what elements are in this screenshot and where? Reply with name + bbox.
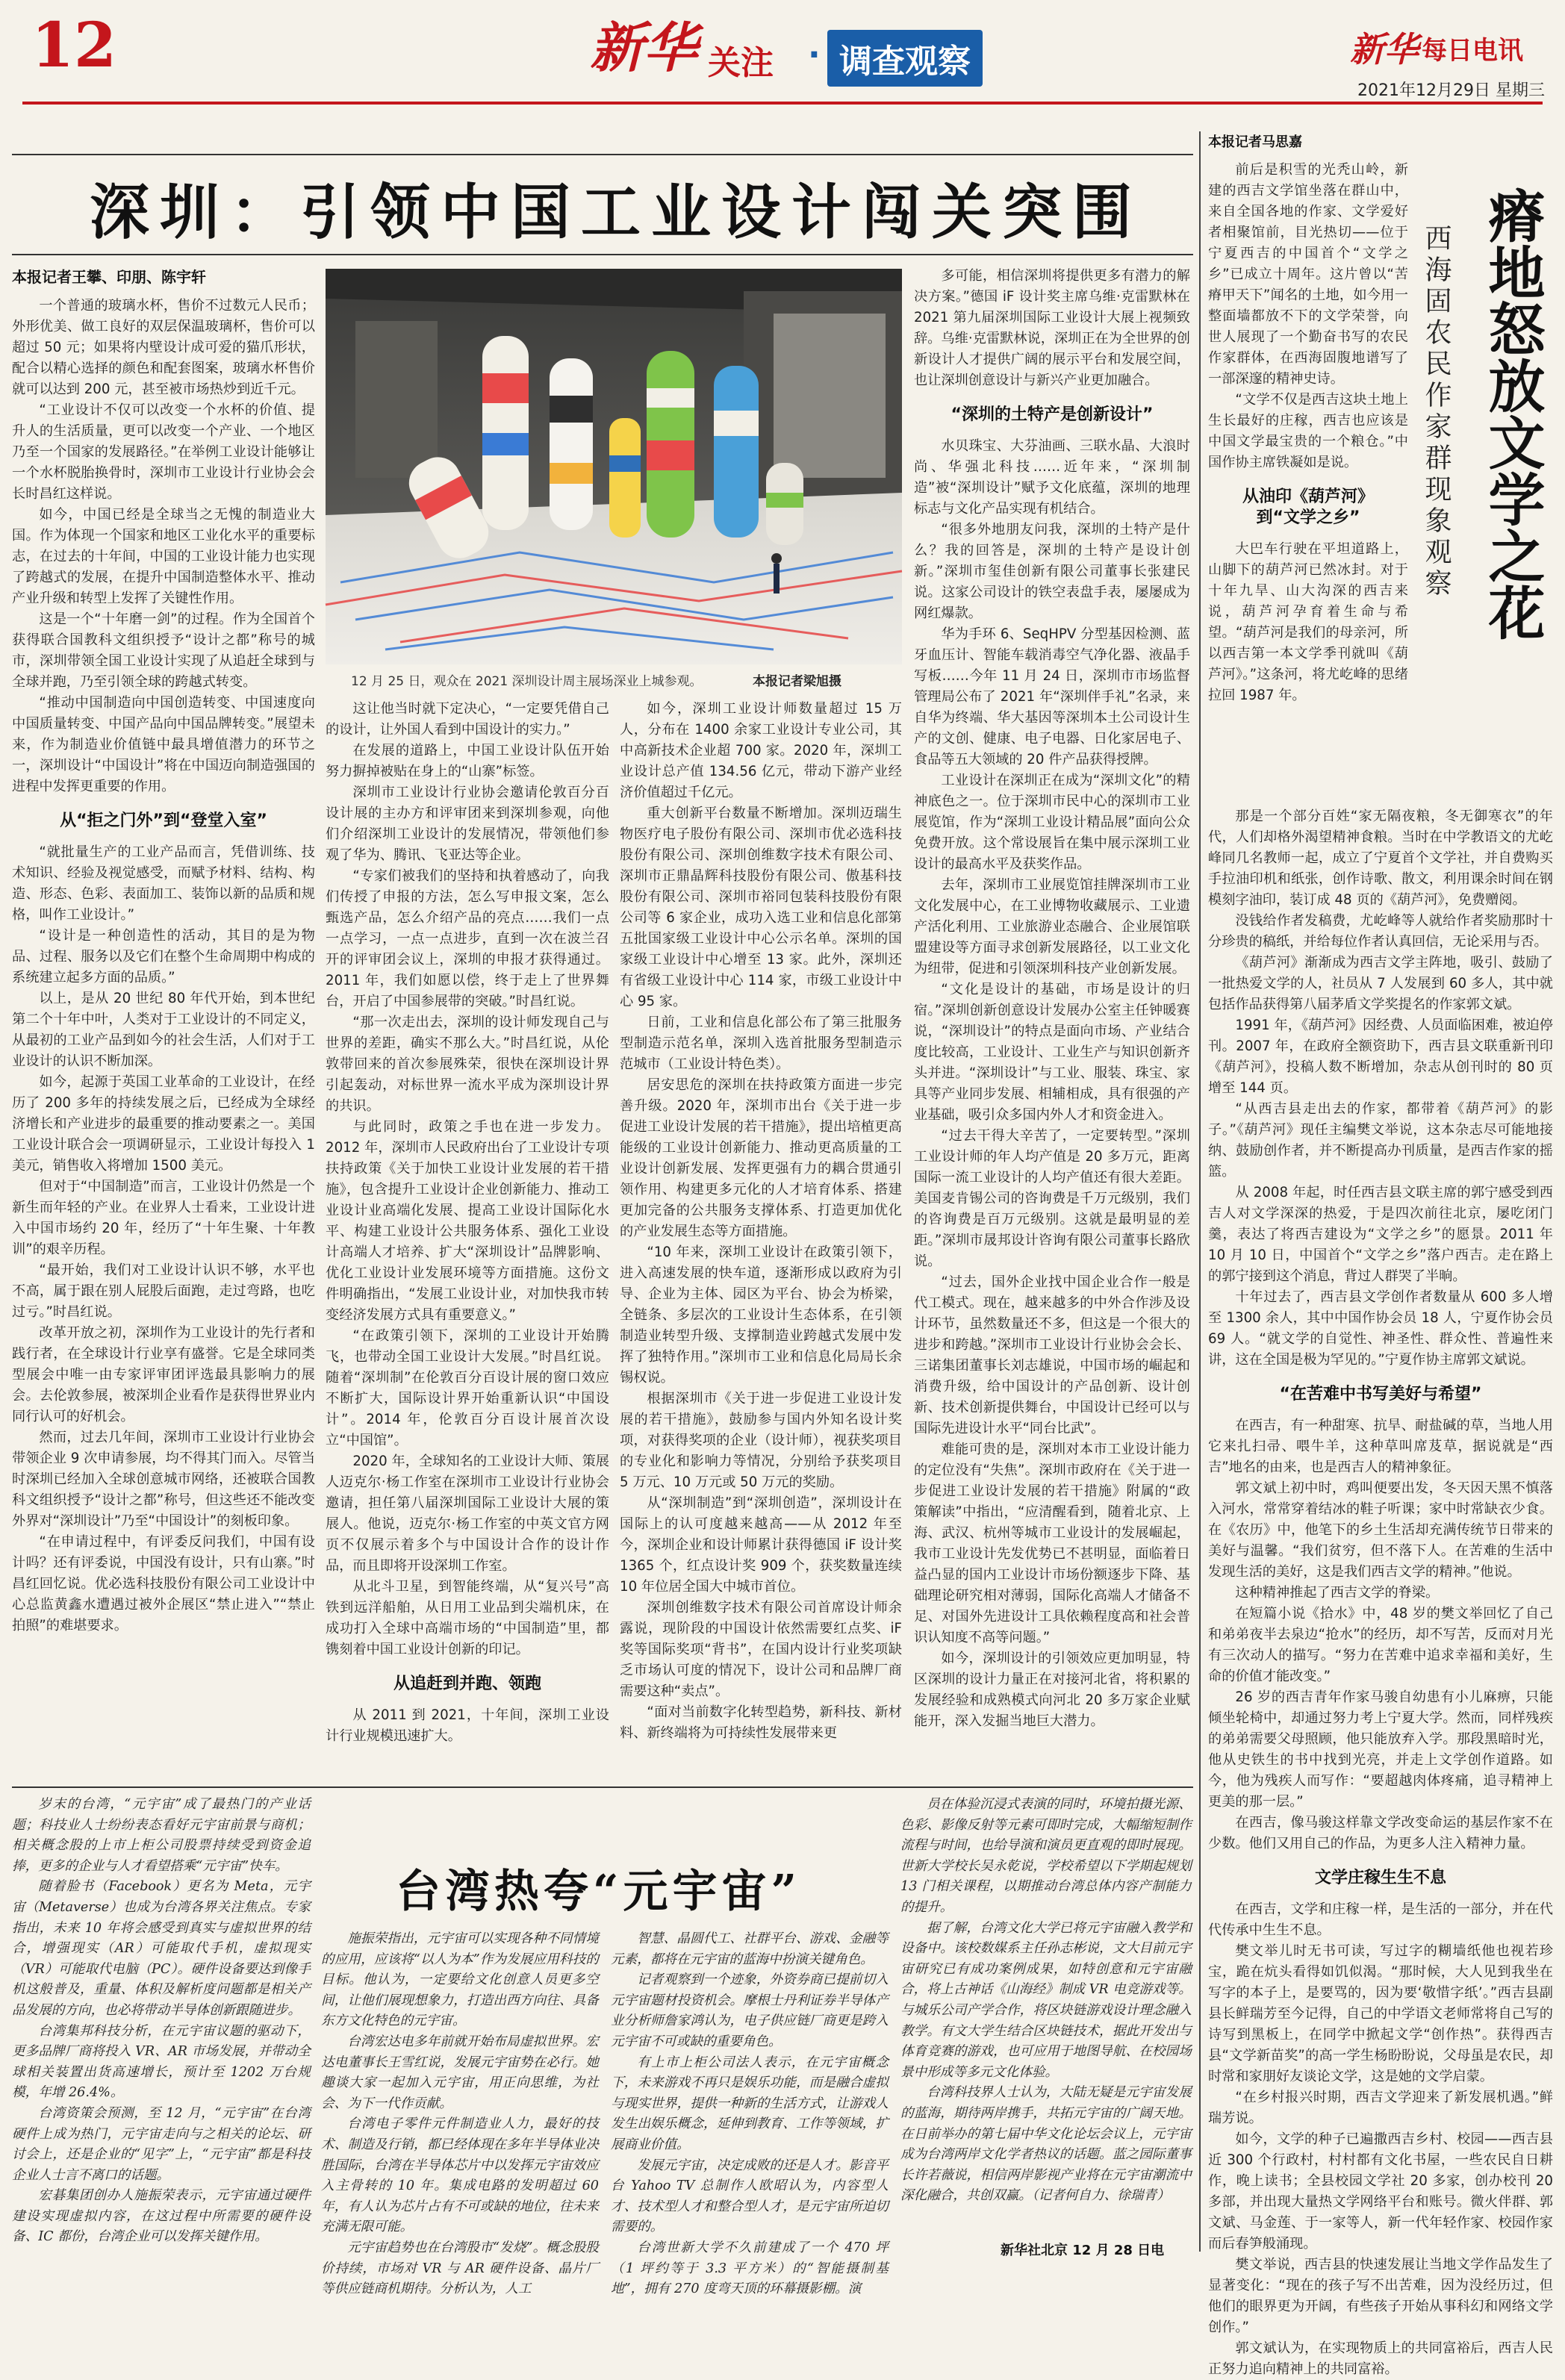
paragraph: 台湾科技界人士认为，大陆无疑是元宇宙发展的蓝海，期待两岸携手，共拓元宇宙的广阔天地。在日前举办的第七届中华文化论坛会议上，元宇宙成为台湾两岸文化学者热议的话题。蓝之园际董事长许若薇说，相信两岸影视产业将在元宇宙潮流中深化融合，共创双赢。（记者何自力、徐瑞青） <box>900 2085 1192 2204</box>
paragraph: 日前，工业和信息化部公布了第三批服务型制造示范名单，深圳入选首批服务型制造示范城市（工业设计特色类）。 <box>620 1015 902 1072</box>
paragraph: “专家们被我们的坚持和执着感动了，向我们传授了申报的方法，怎么写申报文案，怎么甄选产品，怎么介绍产品的亮点……我们一点一点学习，一点一点进步，直到一次在波兰召开的评审团会议上，深圳的申报才获得通过。2011 年，我们如愿以偿，终于走上了世界舞台，开启了中国参展带的突破。”时昌红说。 <box>326 868 609 1009</box>
paragraph: “过去，国外企业找中国企业合作一般是代工模式。现在，越来越多的中外合作涉及设计环节，虽然数量还不多，但这是一个很大的进步和跨越。”深圳市工业设计行业协会会长、三诺集团董事长刘志雄说，中国市场的崛起和消费升级，给中国设计的产品创新、设计创新、技术创新提供舞台，中国设计已经可以与国际先进设计水平“同台比武”。 <box>914 1274 1190 1436</box>
paragraph: 从“深圳制造”到“深圳创造”，深圳设计在国际上的认可度越来越高——从 2012 年至今，深圳企业和设计师累计获得德国 iF 设计奖 1365 个，红点设计奖 909 个，获奖数量连续 10 年位居全国大中城市首位。 <box>620 1495 902 1595</box>
masthead-rule <box>22 102 1543 105</box>
paragraph: 记者观察到一个迹象，外资券商已提前切入元宇宙题材投资机会。摩根士丹利证券半导体产业分析师詹家鸿认为，电子供应链厂商更是跨入元宇宙不可或缺的重要角色。 <box>611 1972 889 2049</box>
taiwan-article-title: 台湾热夸“元宇宙” <box>396 1866 802 1918</box>
taiwan-col-3 <box>611 1929 889 2297</box>
taiwan-col-1 <box>12 1795 311 2245</box>
photo-caption: 12 月 25 日，观众在 2021 深圳设计周主展场深业上城参观。 <box>351 674 703 689</box>
column-divider <box>1199 131 1201 2252</box>
paragraph: 2020 年，全球知名的工业设计大师、策展人迈克尔·杨工作室在深圳市工业设计行业协会邀请，担任第八届深圳国际工业设计大展的策展人。他说，迈克尔·杨工作室的中英文官方网页不仅展示着多个与中国设计合作的设计作品，而且即将开设深圳工作室。 <box>326 1454 609 1574</box>
title-rule-bottom <box>12 254 1193 255</box>
paragraph: 《葫芦河》渐渐成为西吉文学主阵地，吸引、鼓励了一批热爱文学的人，社员从 7 人发展到 60 多人，其中就包括作品获得第八届茅盾文学奖提名的作家郭文斌。 <box>1208 955 1553 1012</box>
daily-name: 每日电讯 <box>1422 36 1523 66</box>
paragraph: 台湾资策会预测，至 12 月，“元宇宙”在台湾硬件上成为热门，元宇宙走向与之相关的论坛、研讨会上，还是企业的“见字”上，“元宇宙”都是科技企业人士言不离口的话题。 <box>12 2105 311 2183</box>
paragraph: 台湾宏达电多年前就开始布局虚拟世界。宏达电董事长王雪红说，发展元宇宙势在必行。她趣谈大家一起加入元宇宙，用正向思维，为社会、为下一代作贡献。 <box>321 2034 599 2111</box>
paragraph: 这种精神推起了西吉文学的脊梁。 <box>1235 1585 1440 1601</box>
paragraph: 施振荣指出，元宇宙可以实现各种不同情境的应用，应该将“以人为本”作为发展应用科技的目标。他认为，一定要给文化创意人员更多空间，让他们展现想象力，打造出西方向往、具备东方文化特色的元宇宙。 <box>321 1931 599 2029</box>
paragraph: “工业设计不仅可以改变一个水杯的价值、提升人的生活质量，更可以改变一个产业、一个地区乃至一个国家的发展路径。”在举例工业设计能够让一个水杯脱胎换骨时，深圳市工业设计行业协会会长时昌红这样说。 <box>12 402 315 502</box>
paragraph: 台湾电子零件元件制造业人力，最好的技术、制造及行销，都已经体现在多年半导体业决胜国际，台湾在半导体芯片中以发挥元宇宙效应入主骨转的 10 年。集成电路的发明超过 60 年，有人认为芯片占有不可或缺的地位，往未来充满无限可能。 <box>321 2116 599 2235</box>
paragraph: 发展元宇宙，决定成败的还是人才。影音平台 Yahoo TV 总制作人欧昭认为，内容型人才、技术型人才和整合型人才，是元宇宙所迫切需要的。 <box>611 2158 889 2235</box>
exhibition-photo <box>326 269 902 664</box>
paragraph: 以上，是从 20 世纪 80 年代开始，到本世纪第二个十年中叶，人类对于工业设计的不同定义，从最初的工业产品到如今的社会生活，人们对于工业设计的认识不断加深。 <box>12 991 315 1069</box>
paragraph: “过去干得大辛苦了，一定要转型。”深圳工业设计师的年人均产值是 20 多万元，距离国际一流工业设计的人均产值还有很大差距。美国麦肯锡公司的咨询费是千万元级别，我们的咨询费是百万元级别。这就是最明显的差距。”深圳市晟邦设计咨询有限公司董事长路欣说。 <box>914 1128 1190 1269</box>
paragraph: 在发展的道路上，中国工业设计队伍开始努力摒掉被贴在身上的“山寨”标签。 <box>326 743 609 779</box>
paragraph: 前后是积雪的光秃山岭，新建的西吉文学馆坐落在群山中，来自全国各地的作家、文学爱好者相聚馆前，目光热切——位于宁夏西吉的中国首个“文学之乡”已成立十周年。这片曾以“苦瘠甲天下”闻名的土地，如今用一整面墙都放不下的文学荣誉，向世人展现了一个勤奋书写的农民作家群体，在西海固腹地谱写了一部深邃的精神史诗。 <box>1208 162 1408 387</box>
paragraph: 这让他当时就下定决心，“一定要凭借自己的设计，让外国人看到中国设计的实力。” <box>326 701 609 738</box>
main-col-1 <box>12 296 315 1759</box>
paragraph: 从 2008 年起，时任西吉县文联主席的郭宁感受到西吉人对文学深深的热爱，于是四次前往北京，屡吃闭门羹，表达了将西吉建设为“文学之乡”的愿景。2011 年 10 月 10 日，中国首个“文学之乡”落户西吉。走在路上的郭宁接到这个消息，背过人群哭了半晌。 <box>1208 1185 1553 1284</box>
paragraph: “最开始，我们对工业设计认识不够，水平也不高，属于跟在别人屁股后面跑，走过弯路，也吃过亏。”时昌红说。 <box>12 1262 315 1320</box>
paragraph: 1991 年，《葫芦河》因经费、人员面临困难，被迫停刊。2007 年，在政府全额资助下，西吉县文联重新刊印《葫芦河》，投稿人数不断增加，杂志从创刊时的 80 页增至 144 页。 <box>1208 1018 1553 1096</box>
paragraph: “在申请过程中，有评委反问我们，中国有设计吗？还有评委说，中国没有设计，只有山寨。”时昌红回忆说。优必选科技股份有限公司工业设计中心总监黄鑫水遭遇过被外企展区“禁止进入”“禁止拍照”的难堪要求。 <box>12 1534 315 1633</box>
paragraph: 从 2011 到 2021，十年间，深圳工业设计行业规模迅速扩大。 <box>326 1707 609 1744</box>
paragraph: 一个普通的玻璃水杯，售价不过数元人民币；外形优美、做工良好的双层保温玻璃杯，售价可以超过 50 元；如果将内壁设计成可爱的猫爪形状，配合以精心选择的颜色和配套图案，玻璃水杯售价就可以达到 200 元，甚至被市场热炒到近千元。 <box>12 298 315 397</box>
subheading: 从“拒之门外”到“登堂入室” <box>60 811 267 830</box>
paragraph: 在短篇小说《拾水》中，48 岁的樊文举回忆了自己和弟弟夜半去泉边“抢水”的经历，却不写苦，反而对月光有三次动人的描写。“努力在苦难中追求幸福和美好，生命的价值才能改变。” <box>1208 1606 1553 1684</box>
paragraph: 据了解，台湾文化大学已将元宇宙融入教学和设备中。该校数媒系主任孙志彬说，文大目前元宇宙研究已有成功案例成果，如特创意和元宇宙融合，将上古神话《山海经》制成 VR 电竞游戏等。与城乐公司产学合作，将区块链游戏设计理念融入教学。有文大学生结合区块链技术，据此开发出与体育竞赛的游戏，也可应用于地图导航、在校园场景中形成等多元文化体验。 <box>900 1920 1192 2080</box>
paragraph: “在政策引领下，深圳的工业设计开始腾飞，也带动全国工业设计大发展。”时昌红说。随着“深圳制”在伦敦百分百设计展的窗口效应不断扩大，国际设计界开始重新认识“中国设计”。2014 年，伦敦百分百设计展首次设立“中国馆”。 <box>326 1328 609 1448</box>
photo-credit: 本报记者梁旭摄 <box>753 674 841 689</box>
side-byline: 本报记者马思嘉 <box>1208 134 1302 150</box>
paragraph: “设计是一种创造性的活动，其目的是为物品、过程、服务以及它们在整个生命周期中构成的系统建立起多方面的品质。” <box>12 928 315 985</box>
paragraph: 26 岁的西吉青年作家马骏自幼患有小儿麻痹，只能倾坐轮椅中，却通过努力考上宁夏大学。然而，同样残疾的弟弟需要父母照顾，他只能放弃入学。那段黑暗时光，他从史铁生的书中找到光亮，并走上文学创作道路。如今，他为残疾人而写作：“要超越肉体疼痛，追寻精神上更美的那一层。” <box>1208 1689 1553 1810</box>
paragraph: 元宇宙趋势也在台湾股市“发烧”。概念股股价持续，市场对 VR 与 AR 硬件设备、晶片厂等供应链商机期待。分析认为，人工 <box>321 2240 599 2297</box>
paragraph: 多可能，相信深圳将提供更多有潜力的解决方案。”德国 iF 设计奖主席乌维·克雷默林在 2021 第九届深圳国际工业设计大展上视频致辞。乌维·克雷默林说，深圳正在为全世界的创新设计人才提供广阔的展示平台和发展空间，也让深圳创意设计与新兴产业更加融合。 <box>914 268 1190 388</box>
paragraph: 从北斗卫星，到智能终端，从“复兴号”高铁到远洋船舶，从日用工业品到尖端机床，在成功打入全球中高端市场的“中国制造”里，都镌刻着中国工业设计创新的印记。 <box>326 1579 609 1657</box>
paragraph: 如今，深圳工业设计师数量超过 15 万人，分布在 1400 余家工业设计专业公司，其中高新技术企业超 700 家。2020 年，深圳工业设计总产值 134.56 亿元，带动下游产业经济价值超过千亿元。 <box>620 701 902 800</box>
subheading: 从追赶到并跑、领跑 <box>393 1675 541 1693</box>
paragraph: 十年过去了，西吉县文学创作者数量从 600 多人增至 1300 余人，其中中国作协会员 18 人，宁夏作协会员 69 人。“就文学的自觉性、神圣性、群众性、普遍性来讲，这在全国是极为罕见的。”宁夏作协主席郭文斌说。 <box>1208 1289 1553 1368</box>
paragraph: 水贝珠宝、大芬油画、三联水晶、大浪时尚、华强北科技……近年来，“深圳制造”被“深圳设计”赋予文化底蕴，深圳的地理标志与文化产品实现有机结合。 <box>914 438 1190 517</box>
paragraph: 难能可贵的是，深圳对本市工业设计能力的定位没有“失焦”。深圳市政府在《关于进一步促进工业设计发展的若干措施》附属的“政策解读”中指出，“应清醒看到，随着北京、上海、武汉、杭州等城市工业设计的发展崛起，我市工业设计先发优势已不甚明显，面临着日益凸显的国内工业设计市场份额逐步下降、基础理论研究相对薄弱，国际化高端人才储备不足、对国外先进设计工具依赖程度高和社会普识认知度不高等问题。” <box>914 1442 1190 1645</box>
side-col-b <box>1208 806 1553 2377</box>
paragraph: 台湾世新大学不久前建成了一个 470 坪（1 坪约等于 3.3 平方米）的“智能摄制基地”，拥有 270 度弯天顶的环幕摄影棚。演 <box>611 2240 889 2297</box>
subheading: “深圳的土特产是创新设计” <box>950 405 1154 424</box>
paragraph: “文化是设计的基础，市场是设计的归宿。”深圳创新创意设计发展办公室主任钟暖赛说，“深圳设计”的特点是面向市场、产业结合度比较高，工业设计、工业生产与知识创新齐头并进。“深圳设计”与工业、服装、珠宝、家具等产业同步发展、相辅相成，具有很强的产业基础，吸引众多国内外人才和资金进入。 <box>914 982 1190 1123</box>
paragraph: “那一次走出去，深圳的设计师发现自己与世界的差距，确实不那么大。”时昌红说，从伦敦带回来的首次参展殊荣，很快在深圳设计界引起轰动，对标世界一流水平成为深圳设计界的共识。 <box>326 1015 609 1114</box>
brand-logo: 新华 <box>590 16 698 79</box>
paragraph: 与此同时，政策之手也在进一步发力。2012 年，深圳市人民政府出台了工业设计专项扶持政策《关于加快工业设计业发展的若干措施》，包含提升工业设计企业创新能力、推动工业设计业高端化发展、提高工业设计国际化水平、构建工业设计公共服务体系、强化工业设计高端人才培养、扩大“深圳设计”品牌影响、优化工业设计业发展环境等方面措施。这份文件明确指出，“发展工业设计业，对加快我市转变经济发展方式具有重要意义。” <box>326 1119 609 1323</box>
paragraph: 智慧、晶圆代工、社群平台、游戏、金融等元素，都将在元宇宙的蓝海中扮演关键角色。 <box>611 1931 889 1967</box>
main-byline: 本报记者王攀、印朋、陈宇轩 <box>12 268 206 286</box>
section-separator: · <box>808 36 821 74</box>
paragraph: 台湾集邦科技分析，在元宇宙议题的驱动下，更多品牌厂商将投入 VR、AR 市场发展，并带动全球相关装置出货高速增长，预计至 1202 万台规模，年增 26.4%。 <box>12 2023 311 2101</box>
paragraph: 华为手环 6、SeqHPV 分型基因检测、蓝牙血压计、智能车载消毒空气净化器、液晶手写板……今年 11 月 24 日，深圳市市场监督管理局公布了 2021 年“深圳伴手礼”名录，来自华为终端、华大基因等深圳本土公司设计生产的文创、健康、电子电器、日化家居电子、食品等五大领域的 20 件产品获得授牌。 <box>914 626 1190 767</box>
paragraph: 深圳市工业设计行业协会邀请伦敦百分百设计展的主办方和评审团来到深圳参观，向他们介绍深圳工业设计的发展情况，带领他们参观了华为、腾讯、飞亚达等企业。 <box>326 785 609 863</box>
paragraph: “文学不仅是西吉这块土地上生长最好的庄稼，西吉也应该是中国文学最宝贵的一个粮仓。”中国作协主席铁凝如是说。 <box>1208 392 1408 470</box>
paragraph: 改革开放之初，深圳作为工业设计的先行者和践行者，在全球设计行业享有盛誉。它是全球同类型展会中唯一由专家评审团评选最具影响力的展会。去伦敦参展，被深圳企业看作是获得世界业内同行认可的好机会。 <box>12 1325 315 1424</box>
paragraph: 重大创新平台数量不断增加。深圳迈瑞生物医疗电子股份有限公司、深圳市优必选科技股份有限公司、深圳创维数字技术有限公司、深圳市正鼎晶辉科技股份有限公司、傲基科技股份有限公司、深圳市裕同包装科技股份有限公司等 6 家企业，成功入选工业和信息化部第五批国家级工业设计中心公示名单。深圳的国家级工业设计中心增至 13 家。此外，深圳还有省级工业设计中心 114 家，市级工业设计中心 95 家。 <box>620 806 902 1009</box>
paragraph: 居安思危的深圳在扶持政策方面进一步完善升级。2020 年，深圳市出台《关于进一步促进工业设计发展的若干措施》，提出培植更高能级的工业设计创新能力、推动更高质量的工业设计创新发展、发挥更强有力的耦合贯通引领作用、构建更多元化的人才培育体系、搭建更加完备的公共服务支撑体系、打造更加优化的产业发展生态等方面措施。 <box>620 1077 902 1239</box>
subheading: “在苦难中书写美好与希望” <box>1279 1385 1482 1404</box>
paragraph: 但对于“中国制造”而言，工业设计仍然是一个新生而年轻的产业。在业界人士看来，工业设计进入中国市场约 20 年，经历了“十年生聚、十年教训”的艰辛历程。 <box>12 1179 315 1257</box>
paragraph: 郭文斌上初中时，鸡叫便要出发，冬天因天黑不慎落入河水，常常穿着结冰的鞋子听课；家中时常缺衣少食。在《农历》中，他笔下的乡土生活却充满传统节日带来的美好与温馨。“我们贫穷，但不落下人。在苦难的生活中发现生活的美好，这是我们西吉文学的精神。”他说。 <box>1208 1480 1553 1580</box>
paragraph: “就批量生产的工业产品而言，凭借训练、技术知识、经验及视觉感受，而赋予材料、结构、构造、形态、色彩、表面加工、装饰以新的品质和规格，叫作工业设计。” <box>12 844 315 923</box>
paragraph: 这是一个“十年磨一剑”的过程。作为全国首个获得联合国教科文组织授予“设计之都”称号的城市，深圳带领全国工业设计实现了从追赶全球到与全球并跑，乃至引领全球的跨越式转变。 <box>12 611 315 690</box>
paragraph: 樊文举儿时无书可读，写过字的糊墙纸他也视若珍宝，跪在炕头看得如饥似渴。“那时候，大人见到我坐在写字的本子上，是要骂的，因为要‘敬惜字纸’。”西吉县副县长鲜瑞芳至今记得，自己的中学语文老师常将自己写的诗写到黑板上，在同学中掀起文学“创作热”。获得西吉县“文学新苗奖”的高一学生杨盼盼说，父母虽是农民，却时常和家朋好友谈论文学，这是她的文学启蒙。 <box>1208 1943 1553 2084</box>
paragraph: 员在体验沉浸式表演的同时，环境拍摄光源、色彩、影像反射等元素可即时完成，大幅缩短制作流程与时间，也给导演和演员更直观的即时展现。世新大学校长吴永乾说，学校希望以下学期起规划 13 门相关课程，以期推动台湾总体内容产制能力的提升。 <box>900 1797 1192 1915</box>
dateline: 新华社北京 12 月 28 日电 <box>1001 2243 1165 2258</box>
taiwan-article-rule <box>12 1786 1193 1788</box>
paragraph: “在乡村报兴时期，西吉文学迎来了新发展机遇。”鲜瑞芳说。 <box>1208 2090 1553 2126</box>
section-focus: 关注 <box>708 44 774 82</box>
subheading: 文学庄稼生生不息 <box>1314 1869 1446 1887</box>
paragraph: 大巴车行驶在平坦道路上，山脚下的葫芦河已然冰封。对于十年九旱、山大沟深的西吉来说，葫芦河孕育着生命与希望。“葫芦河是我们的母亲河，所以西吉第一本文学季刊就叫《葫芦河》。”这条河，将尤屹峰的思绪拉回 1987 年。 <box>1208 541 1408 703</box>
paragraph: 在西吉，有一种甜寒、抗旱、耐盐碱的草，当地人用它来扎扫帚、喂牛羊，这种草叫席芨草，据说就是“西吉”地名的由来，也是西吉人的精神象征。 <box>1208 1418 1553 1475</box>
paragraph: “推动中国制造向中国创造转变、中国速度向中国质量转变、中国产品向中国品牌转变。”展望未来，作为制造业价值链中最具增值潜力的环节之一，深圳设计“中国设计”将在中国迈向制造强国的进程中发挥更重要的作用。 <box>12 695 315 794</box>
subheading: 从油印《葫芦河》 到“文学之乡” <box>1242 487 1374 527</box>
taiwan-col-4 <box>900 1795 1192 2235</box>
title-rule-top <box>12 154 1193 155</box>
issue-date: 2021年12月29日 星期三 <box>1357 81 1545 100</box>
taiwan-col-2 <box>321 1929 599 2297</box>
paragraph: 有上市上柜公司法人表示，在元宇宙概念下，未来游戏不再只是娱乐功能，而是融合虚拟与现实世界，提供一种新的生活方式，让游戏人发生出娱乐概念，延伸到教育、工作等领域，扩展商业价值。 <box>611 2055 889 2152</box>
paragraph: 然而，过去几年间，深圳市工业设计行业协会带领企业 9 次申请参展，均不得其门而入。尽管当时深圳已经加入全球创意城市网络，还被联合国教科文组织授予“设计之都”称号，但这些还不能改变外界对“深圳设计”乃至“中国设计”的刻板印象。 <box>12 1430 315 1529</box>
paragraph: 工业设计在深圳正在成为“深圳文化”的精神底色之一。位于深圳市民中心的深圳市工业展览馆，作为“深圳工业设计精品展”面向公众免费开放。这个常设展旨在集中展示深圳工业设计的最高水平及获奖作品。 <box>914 773 1190 872</box>
page-number: 12 <box>31 10 117 81</box>
paragraph: “很多外地朋友问我，深圳的土特产是什么？我的回答是，深圳的土特产是设计创新。”深圳市玺佳创新有限公司董事长张建民说。这家公司设计的铁空表盘手表，屡屡成为网红爆款。 <box>914 522 1190 621</box>
paragraph: 宏碁集团创办人施振荣表示，元宇宙通过硬件建设实现虚拟内容，在这过程中所需要的硬件设备、IC 都份，台湾企业可以发挥关键作用。 <box>12 2188 311 2245</box>
paragraph: 在西吉，文学和庄稼一样，是生活的一部分，并在代代传承中生生不息。 <box>1208 1901 1553 1938</box>
paragraph: 如今，起源于英国工业革命的工业设计，在经历了 200 多年的持续发展之后，已经成为全球经济增长和产业进步的最重要的推动要素之一。美国工业设计联合会一项调研显示，工业设计每投入 1 美元，销售收入将增加 1500 美元。 <box>12 1074 315 1174</box>
paragraph: “从西吉县走出去的作家，都带着《葫芦河》的影子。”《葫芦河》现任主编樊文举说，这本杂志尽可能地接纳、鼓励创作者，并不断提高办刊质量，是西吉作家的摇篮。 <box>1208 1101 1553 1180</box>
main-col-4 <box>914 266 1190 1759</box>
section-name-box: 调查观察 <box>827 30 983 87</box>
paragraph: 如今，中国已经是全球当之无愧的制造业大国。作为体现一个国家和地区工业化水平的重要标志，在过去的十年间，中国的工业设计能力也实现了跨越式的发展，在提升中国制造整体水平、推动产业升级和转型上发挥了关键性作用。 <box>12 507 315 606</box>
paragraph: 根据深圳市《关于进一步促进工业设计发展的若干措施》，鼓励参与国内外知名设计奖项，对获得奖项的企业（设计师），视获奖项目的专业化和影响力等情况，分别给予获奖项目 5 万元、10 万元或 50 万元的奖励。 <box>620 1391 902 1490</box>
daily-brand-logo: 新华 <box>1350 29 1419 69</box>
side-article-subtitle: 西海固农民作家群现象观察 <box>1421 224 1452 600</box>
paragraph: 去年，深圳市工业展览馆挂牌深圳市工业文化发展中心，在工业博物收藏展示、工业遗产活化利用、工业旅游业态融合、企业展馆联盟建设等方面寻求创新发展路径，以工业文化为纽带，促进和引领深圳科技产业创新发展。 <box>914 877 1190 976</box>
main-article-title: 深圳：引领中国工业设计闯关突围 <box>90 177 1142 247</box>
paragraph: 那是一个部分百姓“家无隔夜粮，冬无御寒衣”的年代，人们却格外渴望精神食粮。当时在中学教语文的尤屹峰同几名教师一起，成立了宁夏首个文学社，并自费购买手拉油印机和纸张，创作诗歌、散文，利用课余时间在钢模刻字油印，装订成 48 页的《葫芦河》，免费赠阅。 <box>1208 809 1553 908</box>
paragraph: 樊文举说，西吉县的快速发展让当地文学作品发生了显著变化：“现在的孩子写不出苦难，因为没经历过，但他们的眼界更为开阔，有些孩子开始从事科幻和网络文学创作。” <box>1208 2257 1553 2335</box>
paragraph: 深圳创维数字技术有限公司首席设计师余露说，现阶段的中国设计依然需要红点奖、iF 奖等国际奖项“背书”，在国内设计行业奖项缺乏市场认可度的情况下，设计公司和品牌厂商需要这种“卖点”。 <box>620 1600 902 1699</box>
paragraph: 随着脸书（Facebook）更名为 Meta，元宇宙（Metaverse）也成为台湾各界关注焦点。专家指出，未来 10 年将会感受到真实与虚拟世界的结合，增强现实（AR）可能取代手机，虚拟现实（VR）可能取代电脑（PC）。硬件设备要达到像手机这般普及，重量、体积及解析度问题都是相关产品发展的方向，也必将带动半导体创新跟随进步。 <box>12 1879 311 2018</box>
paragraph: 郭文斌认为，在实现物质上的共同富裕后，西吉人民正努力追向精神上的共同富裕。 <box>1208 2340 1553 2377</box>
paragraph: 在西吉，像马骏这样靠文学改变命运的基层作家不在少数。他们又用自己的作品，为更多人注入精神力量。 <box>1208 1815 1553 1851</box>
paragraph: “10 年来，深圳工业设计在政策引领下，进入高速发展的快车道，逐渐形成以政府为引导、企业为主体、园区为平台、协会为桥梁，全链条、多层次的工业设计生态体系，在引领制造业转型升级、支撑制造业跨越式发展中发挥了独特作用。”深圳市工业和信息化局局长余锡权说。 <box>620 1244 902 1386</box>
side-article-title: 瘠地怒放文学之花 <box>1479 187 1546 641</box>
paragraph: 岁末的台湾，“元宇宙”成了最热门的产业话题；科技业人士纷纷表态看好元宇宙前景与商机；相关概念股的上市上柜公司股票持续受到资金追捧，更多的企业与人才看望搭乘“元宇宙”快车。 <box>12 1797 311 1874</box>
paragraph: 如今，深圳设计的引领效应更加明显，特区深圳的设计力量正在对接河北省，将积累的发展经验和成熟模式向河北 20 多万家企业赋能开，深入发掘当地巨大潜力。 <box>914 1651 1190 1729</box>
paragraph: “面对当前数字化转型趋势，新科技、新材料、新终端将为可持续性发展带来更 <box>620 1704 902 1741</box>
main-col-2 <box>326 699 609 1759</box>
paragraph: 没钱给作者发稿费，尤屹峰等人就给作者奖励那时十分珍贵的稿纸，并给每位作者认真回信，无论采用与否。 <box>1208 913 1553 950</box>
main-col-3 <box>620 699 902 1759</box>
paragraph: 如今，文学的种子已遍撒西吉乡村、校园——西吉县近 300 个行政村，村村都有文化书屋，一些农民自日耕作，晚上读书；全县校园文学社 20 多家，创办校刊 20 多部，并出现大量热文学网络平台和账号。微火伴群、郭文斌、马金莲、于一家等人，新一代年轻作家、校园作家而后春笋般涌现。 <box>1208 2131 1553 2252</box>
